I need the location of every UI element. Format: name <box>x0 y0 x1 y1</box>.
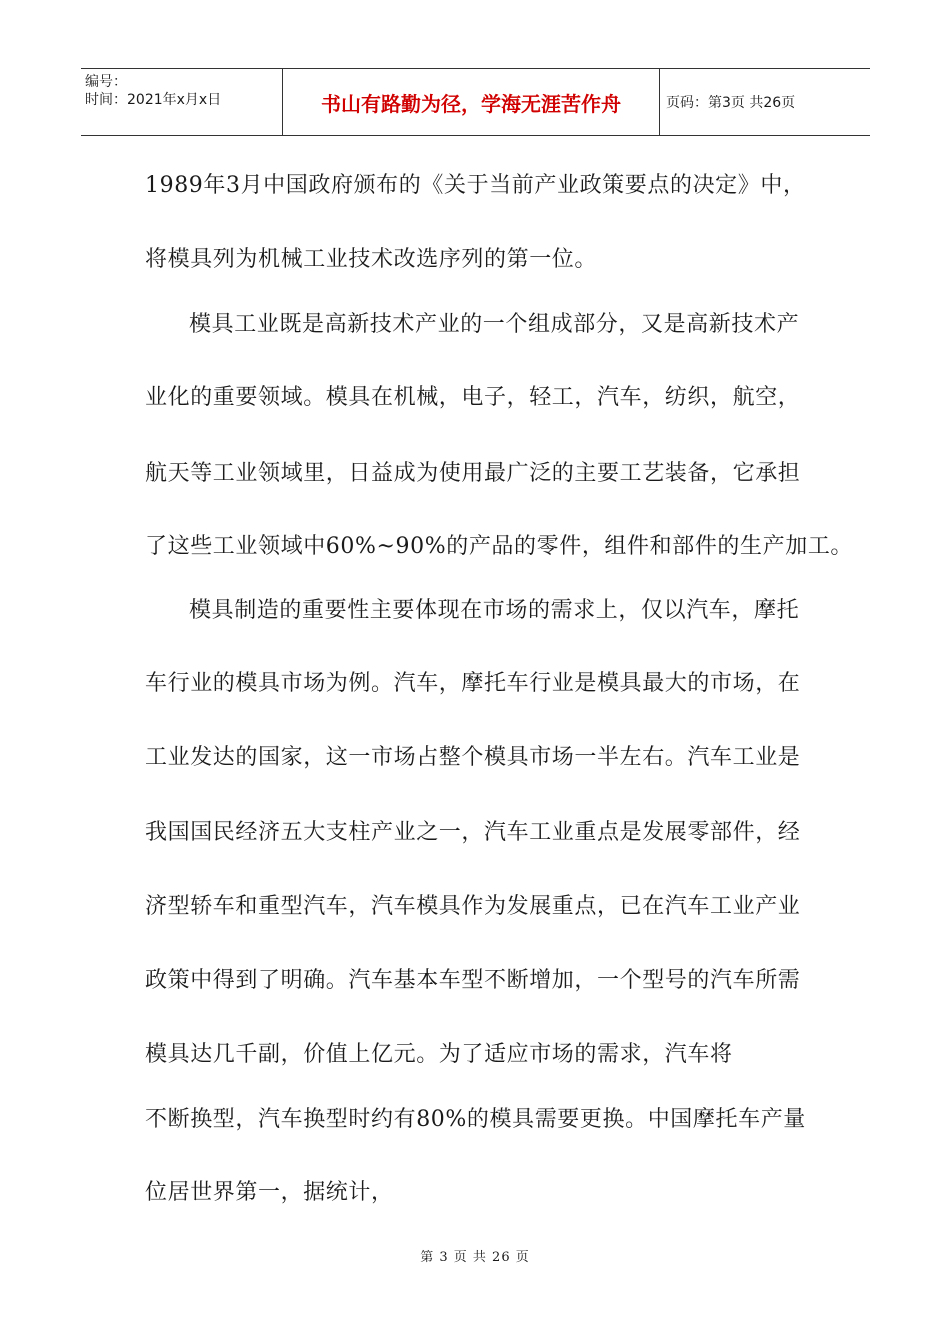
body-line: 将模具列为机械工业技术改选序列的第一位。 <box>145 247 598 272</box>
number-label: 编号： <box>85 74 127 90</box>
body-line: 模具达几千副，价值上亿元。为了适应市场的需求，汽车将 <box>145 1042 733 1067</box>
body-line: 1989年3月中国政府颁布的《关于当前产业政策要点的决定》中， <box>145 173 806 198</box>
page-header <box>81 68 870 136</box>
page-footer: 第 3 页 共 26 页 <box>420 1250 530 1265</box>
body-line: 航天等工业领域里，日益成为使用最广泛的主要工艺装备，它承担 <box>145 461 801 486</box>
body-line: 不断换型，汽车换型时约有80%的模具需要更换。中国摩托车产量 <box>145 1107 806 1132</box>
body-line: 了这些工业领域中60%~90%的产品的零件，组件和部件的生产加工。 <box>145 534 854 559</box>
body-line: 我国国民经济五大支柱产业之一，汽车工业重点是发展零部件，经 <box>145 820 801 845</box>
body-line: 车行业的模具市场为例。汽车，摩托车行业是模具最大的市场，在 <box>145 671 801 696</box>
body-line: 济型轿车和重型汽车，汽车模具作为发展重点，已在汽车工业产业 <box>145 894 801 919</box>
body-line: 位居世界第一，据统计， <box>145 1180 394 1205</box>
time-label: 时间：2021年x月x日 <box>85 92 222 108</box>
header-page-info: 页码：第3页 共26页 <box>666 95 796 111</box>
header-motto: 书山有路勤为径，学海无涯苦作舟 <box>283 69 660 135</box>
body-line: 工业发达的国家，这一市场占整个模具市场一半左右。汽车工业是 <box>145 745 801 770</box>
paragraph-start-line: 模具制造的重要性主要体现在市场的需求上，仅以汽车，摩托 <box>189 598 800 623</box>
paragraph-start-line: 模具工业既是高新技术产业的一个组成部分，又是高新技术产 <box>189 312 800 337</box>
header-meta <box>81 69 283 135</box>
body-line: 业化的重要领域。模具在机械，电子，轻工，汽车，纺织，航空， <box>145 385 801 410</box>
body-line: 政策中得到了明确。汽车基本车型不断增加，一个型号的汽车所需 <box>145 968 801 993</box>
